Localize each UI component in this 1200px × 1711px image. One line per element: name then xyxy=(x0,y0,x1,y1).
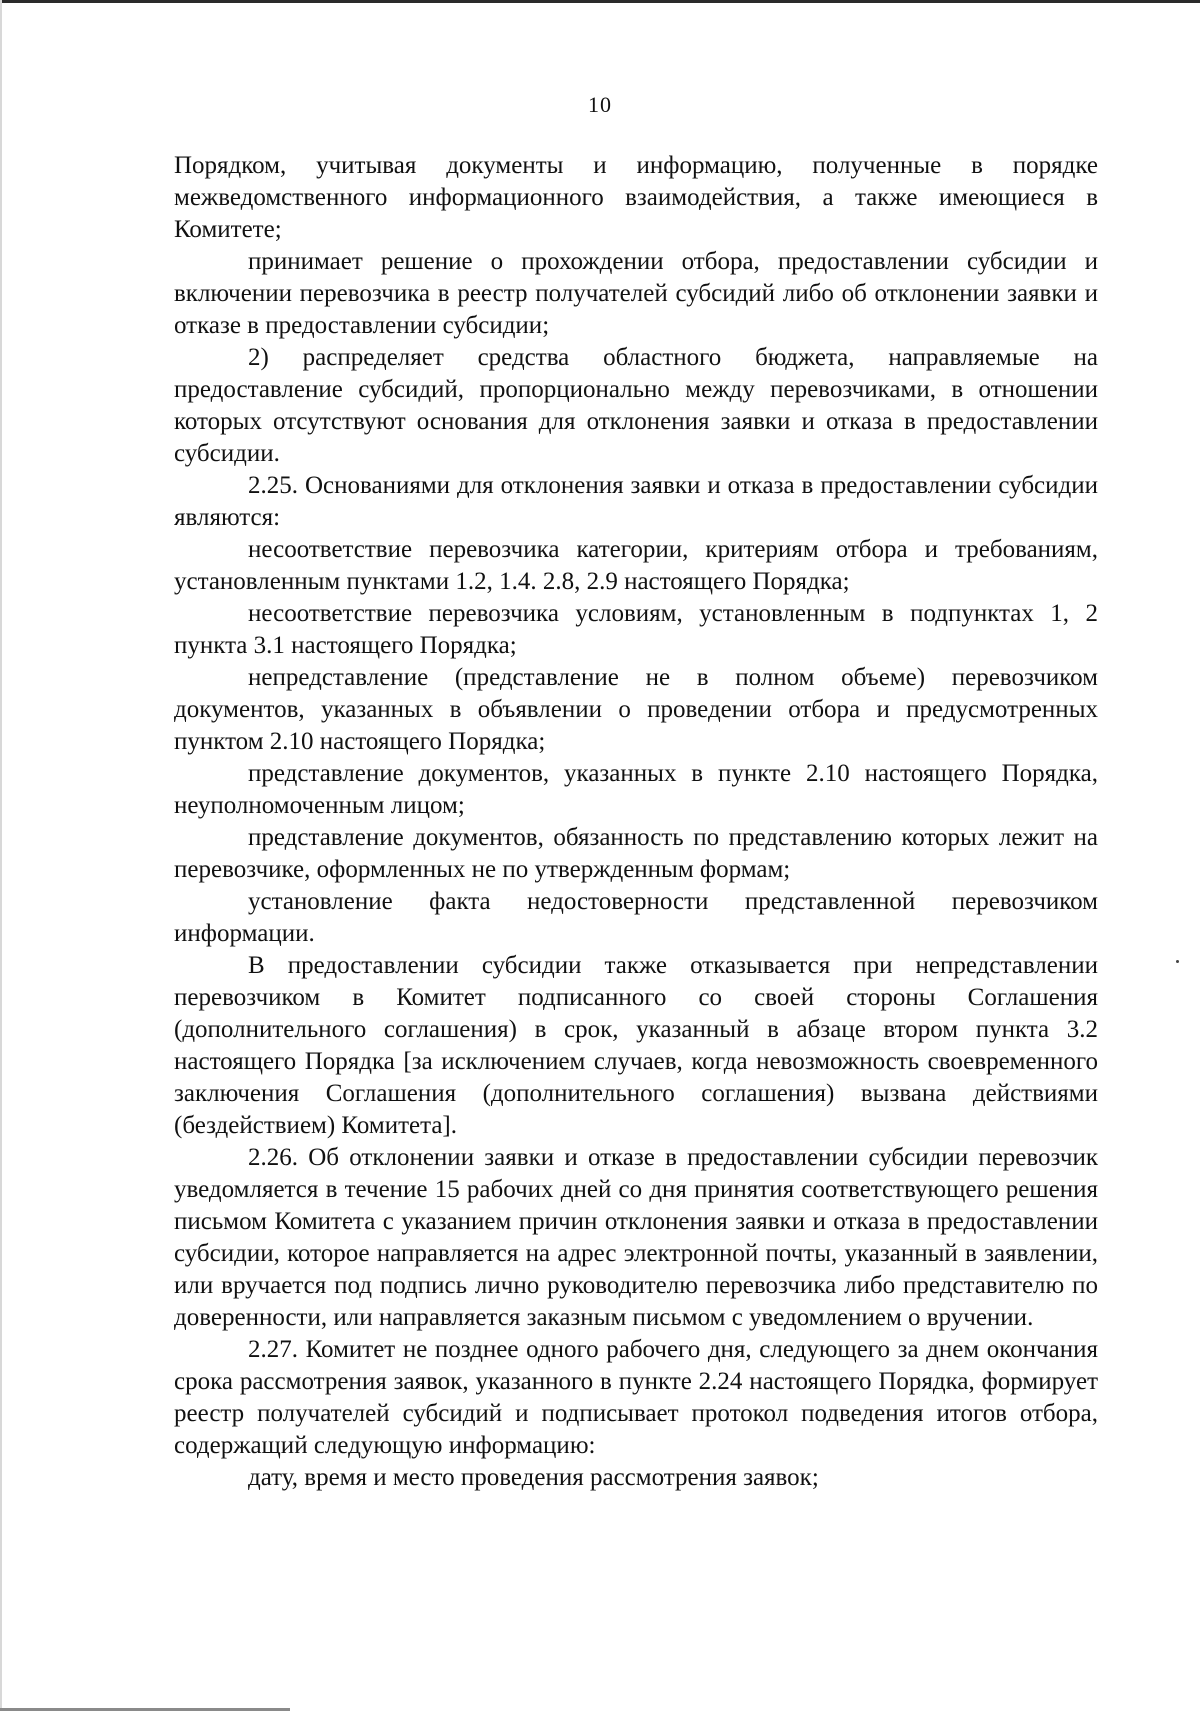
paragraph: несоответствие перевозчика условиям, установленным в подпунктах 1, 2 пункта 3.1 настоящего Порядка; xyxy=(174,600,1098,659)
scan-edge-left xyxy=(0,0,2,1711)
paragraph: представление документов, обязанность по представлению которых лежит на перевозчике, оформленных не по утвержденным формам; xyxy=(174,824,1098,883)
scan-edge-top xyxy=(0,0,1200,3)
page-number: 10 xyxy=(588,92,612,117)
paragraph: непредставление (представление не в полном объеме) перевозчиком документов, указанных в объявлении о проведении отбора и предусмотренных пунктом 2.10 настоящего Порядка; xyxy=(174,664,1098,755)
scan-speck xyxy=(1176,960,1179,963)
paragraph-2-25: 2.25. Основаниями для отклонения заявки и отказа в предоставлении субсидии являются: xyxy=(174,472,1098,531)
paragraph-2-26: 2.26. Об отклонении заявки и отказе в предоставлении субсидии перевозчик уведомляется в течение 15 рабочих дней со дня принятия соответствующего решения письмом Комитета с указанием причин отклонения заявки и отказа в предоставлении субсидии, которое направляется на адрес электронной почты, указанный в заявлении, или вручается под подпись лично руководителю перевозчика либо представителю по доверенности, или направляется заказным письмом с уведомлением о вручении. xyxy=(174,1144,1098,1331)
paragraph: установление факта недостоверности представленной перевозчиком информации. xyxy=(174,888,1098,947)
paragraph-2-27: 2.27. Комитет не позднее одного рабочего дня, следующего за днем окончания срока рассмотрения заявок, указанного в пункте 2.24 настоящего Порядка, формирует реестр получателей субсидий и подписывает протокол подведения итогов отбора, содержащий следующую информацию: xyxy=(174,1336,1098,1459)
paragraph: 2) распределяет средства областного бюджета, направляемые на предоставление субсидий, пропорционально между перевозчиками, в отношении которых отсутствуют основания для отклонения заявки и отказа в предоставлении субсидии. xyxy=(174,344,1098,467)
paragraph: несоответствие перевозчика категории, критериям отбора и требованиям, установленным пунктами 1.2, 1.4. 2.8, 2.9 настоящего Порядка; xyxy=(174,536,1098,595)
document-body xyxy=(174,150,1098,1494)
paragraph: принимает решение о прохождении отбора, предоставлении субсидии и включении перевозчика в реестр получателей субсидий либо об отклонении заявки и отказе в предоставлении субсидии; xyxy=(174,248,1098,339)
paragraph: представление документов, указанных в пункте 2.10 настоящего Порядка, неуполномоченным лицом; xyxy=(174,760,1098,819)
paragraph: В предоставлении субсидии также отказывается при непредставлении перевозчиком в Комитет подписанного со своей стороны Соглашения (дополнительного соглашения) в срок, указанный в абзаце втором пункта 3.2 настоящего Порядка [за исключением случаев, когда невозможность своевременного заключения Соглашения (дополнительного соглашения) вызвана действиями (бездействием) Комитета]. xyxy=(174,952,1098,1139)
paragraph: дату, время и место проведения рассмотрения заявок; xyxy=(248,1464,819,1491)
paragraph-continuation: Порядком, учитывая документы и информацию, полученные в порядке межведомственного информационного взаимодействия, а также имеющиеся в Комитете; xyxy=(174,152,1098,243)
